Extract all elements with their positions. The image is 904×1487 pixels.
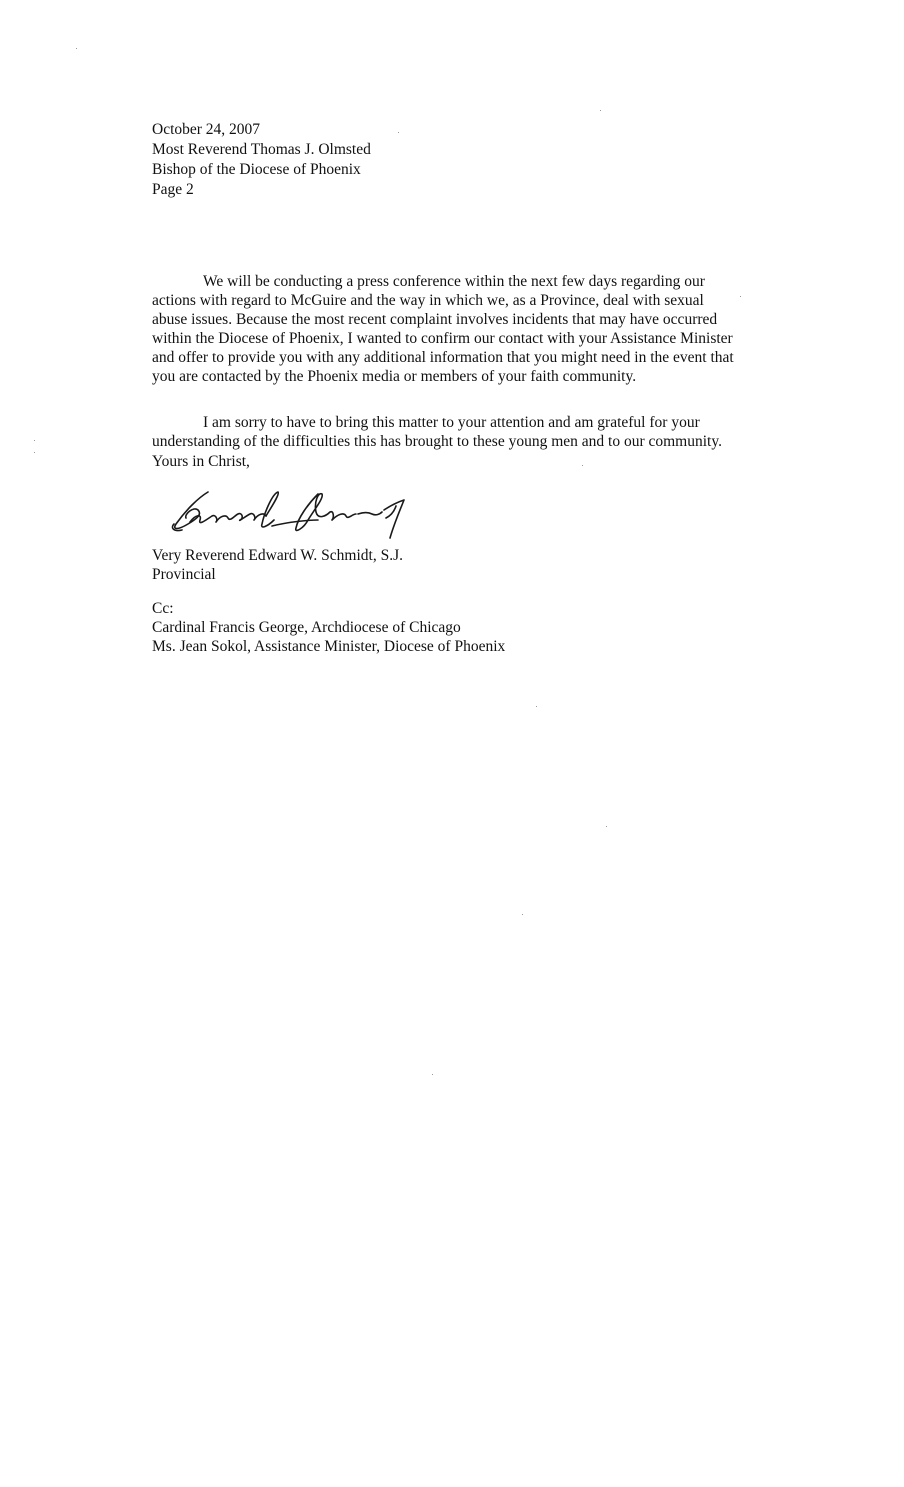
cc-recipient: Cardinal Francis George, Archdiocese of Chicago (152, 619, 461, 636)
scan-speck (34, 452, 35, 453)
letter-header (152, 120, 371, 200)
scan-speck (398, 132, 399, 133)
paragraph-line: abuse issues. Because the most recent complaint involves incidents that may have occurred (152, 311, 718, 328)
letter-date: October 24, 2007 (152, 121, 261, 138)
scan-speck (536, 706, 537, 707)
cc-label: Cc: (152, 600, 174, 617)
cc-recipient: Ms. Jean Sokol, Assistance Minister, Diocese of Phoenix (152, 638, 506, 655)
recipient-name: Most Reverend Thomas J. Olmsted (152, 141, 371, 158)
scan-speck (76, 48, 77, 49)
paragraph-line: within the Diocese of Phoenix, I wanted to confirm our contact with your Assistance Minister (152, 330, 733, 347)
paragraph-line: actions with regard to McGuire and the way in which we, as a Province, deal with sexual (152, 292, 704, 309)
paragraph-line: I am sorry to have to bring this matter to your attention and am grateful for your (203, 414, 700, 431)
paragraph-line: understanding of the difficulties this has brought to these young men and to our community. (152, 433, 722, 450)
cc-block (152, 599, 505, 656)
scan-speck (582, 465, 583, 466)
scan-speck (740, 296, 741, 297)
handwritten-signature (168, 484, 428, 544)
paragraph-line: you are contacted by the Phoenix media or members of your faith community. (152, 368, 637, 385)
scan-speck (522, 914, 523, 915)
signer-block (152, 546, 403, 584)
signer-title: Provincial (152, 566, 216, 583)
paragraph-line: and offer to provide you with any additional information that you might need in the event that (152, 349, 734, 366)
closing-salutation: Yours in Christ, (152, 453, 250, 470)
recipient-title: Bishop of the Diocese of Phoenix (152, 161, 361, 178)
signer-name: Very Reverend Edward W. Schmidt, S.J. (152, 547, 403, 564)
body-paragraph-2 (152, 413, 752, 451)
body-paragraph-1 (152, 272, 752, 386)
scan-speck (600, 110, 601, 111)
scan-speck (606, 826, 607, 827)
page-number: Page 2 (152, 181, 194, 198)
scan-speck (34, 440, 35, 441)
paragraph-line: We will be conducting a press conference within the next few days regarding our (203, 273, 705, 290)
scan-speck (432, 1074, 433, 1075)
